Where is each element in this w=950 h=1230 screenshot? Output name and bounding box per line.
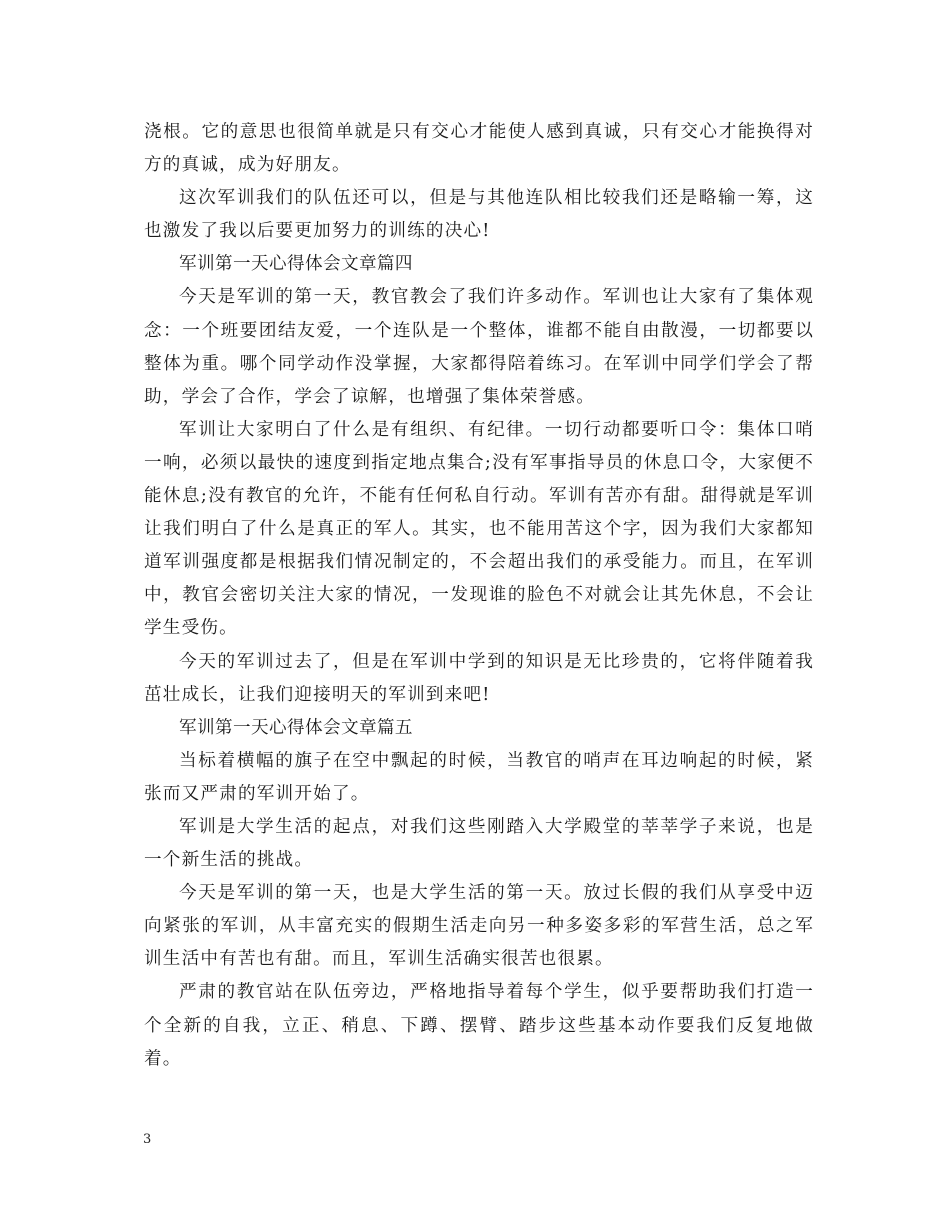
paragraph: 今天的军训过去了，但是在军训中学到的知识是无比珍贵的，它将伴随着我茁壮成长，让我们迎接明天的军训到来吧!	[144, 651, 814, 705]
paragraph: 当标着横幅的旗子在空中飘起的时候，当教官的哨声在耳边响起的时候，紧张而又严肃的军训开始了。	[144, 750, 814, 804]
document-body	[144, 116, 814, 1076]
paragraph: 这次军训我们的队伍还可以，但是与其他连队相比较我们还是略输一筹，这也激发了我以后要更加努力的训练的决心!	[144, 188, 814, 242]
paragraph: 今天是军训的第一天，教官教会了我们许多动作。军训也让大家有了集体观念：一个班要团结友爱，一个连队是一个整体，谁都不能自由散漫，一切都要以整体为重。哪个同学动作没掌握，大家都得陪着练习。在军训中同学们学会了帮助，学会了合作，学会了谅解，也增强了集体荣誉感。	[144, 287, 814, 407]
page-number: 3	[143, 1132, 152, 1147]
paragraph: 军训是大学生活的起点，对我们这些刚踏入大学殿堂的莘莘学子来说，也是一个新生活的挑战。	[144, 816, 814, 871]
paragraph: 军训让大家明白了什么是有组织、有纪律。一切行动都要听口令：集体口哨一响，必须以最快的速度到指定地点集合;没有军事指导员的休息口令，大家便不能休息;没有教官的允许，不能有任何私自行动。军训有苦亦有甜。甜得就是军训让我们明白了什么是真正的军人。其实，也不能用苦这个字，因为我们大家都知道军训强度都是根据我们情况制定的，不会超出我们的承受能力。而且，在军训中，教官会密切关注大家的情况，一发现谁的脸色不对就会让其先休息，不会让学生受伤。	[144, 419, 814, 639]
section-heading: 军训第一天心得体会文章篇五	[179, 717, 413, 738]
paragraph: 严肃的教官站在队伍旁边，严格地指导着每个学生，似乎要帮助我们打造一个全新的自我，立正、稍息、下蹲、摆臂、踏步这些基本动作要我们反复地做着。	[144, 982, 814, 1069]
section-heading: 军训第一天心得体会文章篇四	[179, 254, 413, 275]
paragraph-continued: 浇根。它的意思也很简单就是只有交心才能使人感到真诚，只有交心才能换得对方的真诚，成为好朋友。	[144, 122, 814, 176]
paragraph: 今天是军训的第一天，也是大学生活的第一天。放过长假的我们从享受中迈向紧张的军训，从丰富充实的假期生活走向另一种多姿多彩的军营生活，总之军训生活中有苦也有甜。而且，军训生活确实很苦也很累。	[144, 883, 814, 970]
